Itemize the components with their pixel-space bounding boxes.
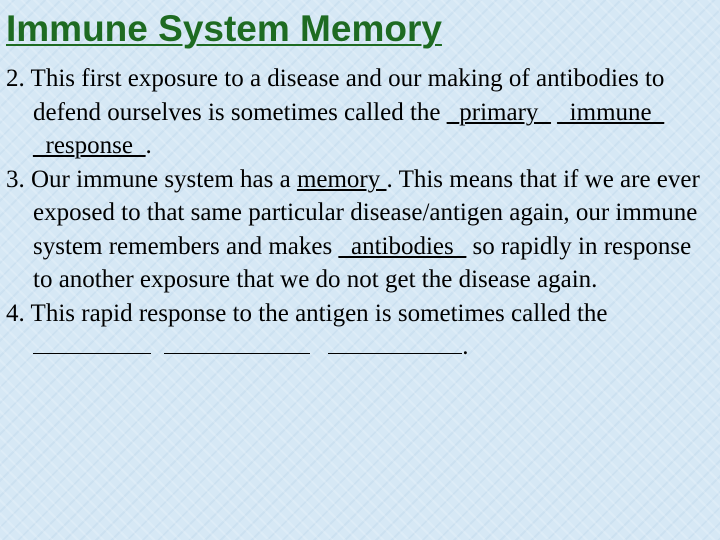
answer-memory: memory <box>296 165 387 193</box>
item-2-text: 2. This first exposure to a disease and our making of antibodies to defend ourselves is sometimes called the <box>6 65 665 126</box>
answer-antibodies: _antibodies_ <box>338 232 467 260</box>
slide-title: Immune System Memory <box>6 8 442 49</box>
answer-primary: _primary_ <box>446 98 551 126</box>
item-4 <box>6 297 706 364</box>
answer-response: _response_ <box>33 132 146 159</box>
item-4-text: 4. This rapid response to the antigen is sometimes called the <box>6 299 608 327</box>
item-3-text-c: so rapidly in response to another exposure that we do not get the disease again. <box>33 232 692 293</box>
item-3 <box>6 163 706 297</box>
blank-2 <box>164 352 310 354</box>
blank-3 <box>328 352 462 354</box>
item-2-end: . <box>145 132 152 159</box>
item-4-end: . <box>462 333 469 360</box>
slide-body <box>6 62 706 364</box>
item-2 <box>6 62 706 163</box>
blank-1 <box>33 352 151 354</box>
item-3-text-b: . This means that if we are ever exposed to that same particular disease/antigen again, our immune system remembers and makes <box>33 165 700 260</box>
item-3-text-a: 3. Our immune system has a <box>6 165 297 193</box>
answer-immune: _immune_ <box>557 98 665 126</box>
